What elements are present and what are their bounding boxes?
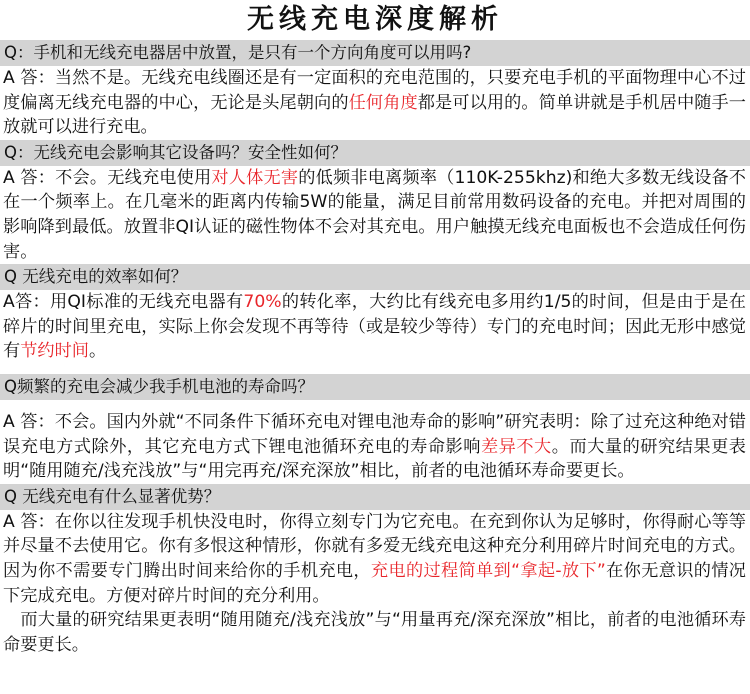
question-3: Q 无线充电的效率如何？: [0, 264, 750, 290]
answer-3: [0, 290, 750, 364]
answer-3-text: A答：用QI标准的无线充电器有: [3, 292, 244, 313]
question-1: Q：手机和无线充电器居中放置，是只有一个方向角度可以用吗?: [0, 40, 750, 66]
answer-3-highlight: 70%: [243, 292, 282, 313]
qa-section-3: [0, 264, 750, 364]
qa-section-2: [0, 140, 750, 264]
answer-2-text-end: 的低频非电离频率（110K-255khz)和绝大多数无线设备不在一个频率上。在几毫米的距离内传输5W的能量，满足目前常用数码设备的充电。并把对周围的影响降到最低。放置非QI认证的磁性物体不会对其充电。用户触摸无线充电面板也不会造成任何伤害。: [3, 167, 746, 262]
answer-4: [0, 410, 750, 484]
answer-2: [0, 166, 750, 264]
qa-section-4: [0, 374, 750, 484]
answer-4-text: A 答：不会。国内外就“不同条件下循环充电对锂电池寿命的影响”研究表明：除了过充这种绝对错误充电方式除外，其它充电方式下锂电池循环充电的寿命影响: [3, 411, 746, 457]
section-gap-inner: [0, 400, 750, 410]
section-gap: [0, 364, 750, 374]
question-5: Q 无线充电有什么显著优势？: [0, 484, 750, 510]
answer-3-text-end: 。: [88, 341, 107, 362]
answer-1: [0, 66, 750, 140]
qa-section-1: [0, 40, 750, 140]
answer-3-text-mid: 的转化率，大约比有线充电多用约1/5的时间，但是由于是在碎片的时间里充电，实际上你会发现不再等待（或是较少等待）专门的充电时间；因此无形中感觉有: [3, 292, 746, 362]
answer-4-highlight: 差异不大: [480, 436, 552, 457]
answer-1-text: A 答：当然不是。无线充电线圈还是有一定面积的充电范围的，只要充电手机的平面物理中心不过度偏离无线充电器的中心，无论是头尾朝向的: [3, 68, 746, 113]
answer-1-highlight: 任何角度: [348, 92, 418, 113]
answer-4-text-end: 。而大量的研究结果更表明“随用随充/浅充浅放”与“用完再充/深充深放”相比，前者的电池循环寿命要更长。: [3, 436, 746, 482]
qa-section-5: [0, 484, 750, 658]
answer-5: [0, 510, 750, 608]
answer-5-highlight: 充电的过程简单到“拿起-放下”: [370, 560, 606, 581]
answer-3-highlight-2: 节约时间: [20, 341, 89, 362]
page-title: 无线充电深度解析: [247, 4, 503, 35]
question-4: Q频繁的充电会减少我手机电池的寿命吗？: [0, 374, 750, 400]
question-2: Q：无线充电会影响其它设备吗？安全性如何？: [0, 140, 750, 166]
answer-5-text: A 答：在你以往发现手机快没电时，你得立刻专门为它充电。在充到你认为足够时，你得耐心等等并尽量不去使用它。你有多恨这种情形，你就有多爱无线充电这种充分利用碎片时间充电的方式。因为你不需要专门腾出时间来给你的手机充电，: [3, 511, 746, 581]
answer-5-text-end: 在你无意识的情况下完成充电。方便对碎片时间的充分利用。: [3, 560, 746, 606]
answer-1-text-end: 都是可以用的。简单讲就是手机居中随手一放就可以进行充电。: [3, 92, 746, 138]
answer-2-highlight: 对人体无害: [211, 167, 299, 188]
answer-5-paragraph-2: 而大量的研究结果更表明“随用随充/浅充浅放”与“用量再充/深充深放”相比，前者的电池循环寿命要更长。: [3, 610, 746, 655]
answer-2-text: A 答：不会。无线充电使用: [3, 167, 212, 188]
